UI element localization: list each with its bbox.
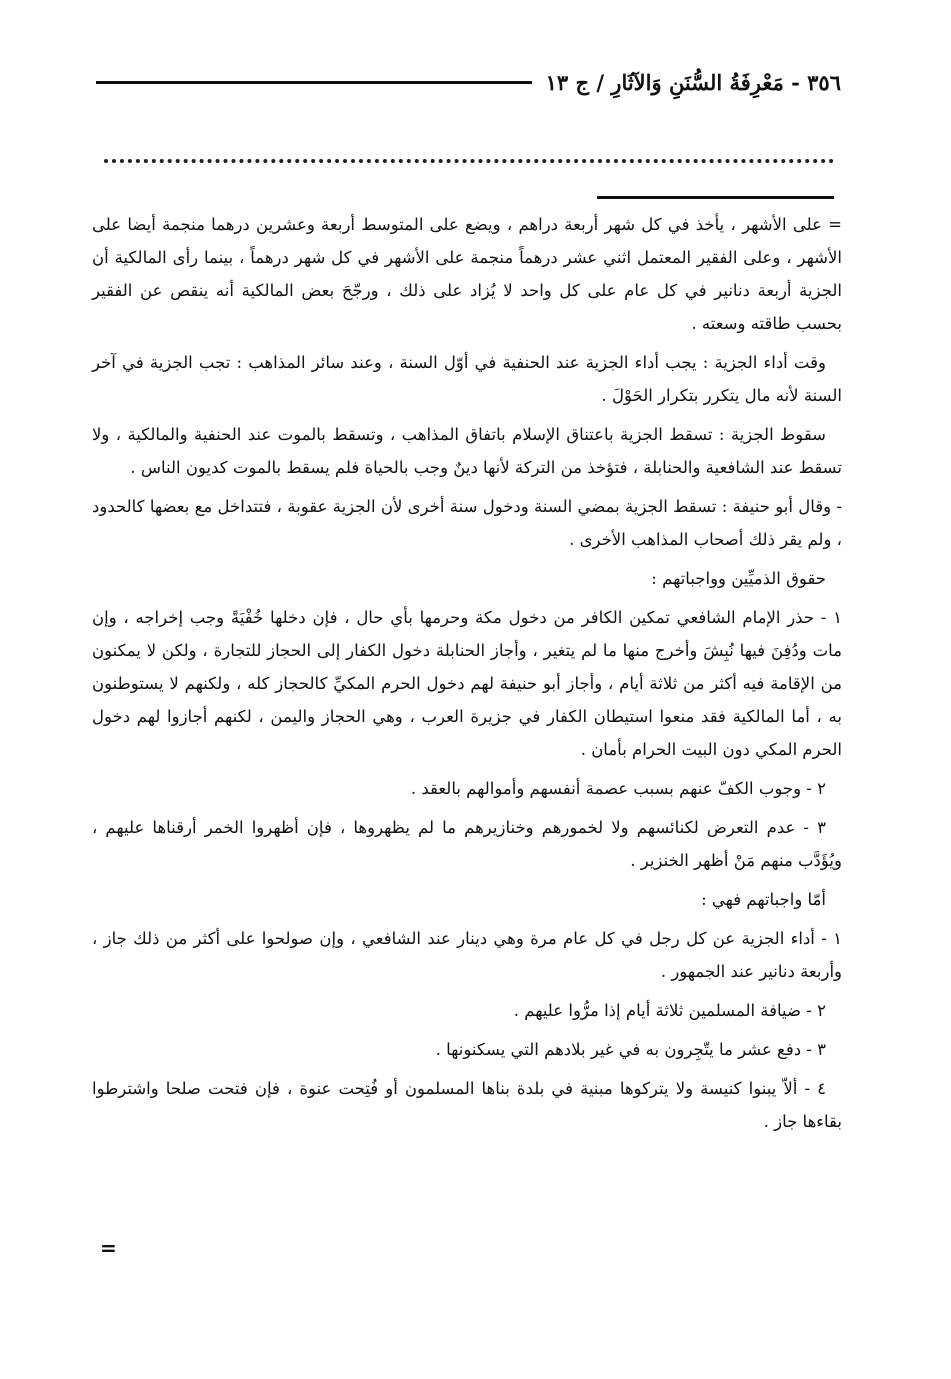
paragraph-12: ٣ - دفع عشر ما يتّجِرون به في غير بلادهم التي يسكنونها . — [435, 1040, 826, 1059]
page-header — [96, 62, 841, 102]
footnote-body — [92, 208, 842, 1144]
paragraph-11: ٢ - ضيافة المسلمين ثلاثة أيام إذا مرُّوا عليهم . — [513, 1001, 826, 1020]
paragraph-3: سقوط الجزية : تسقط الجزية باعتناق الإسلام باتفاق المذاهب ، وتسقط بالموت عند الحنفية والمالكية ، ولا تسقط عند الشافعية والحنابلة ، فتؤخذ من التركة لأنها دينٌ وجب بالحياة فلم يسقط بالموت كديون الناس . — [92, 425, 842, 477]
paragraph-1: = على الأشهر ، يأخذ في كل شهر أربعة دراهم ، ويضع على المتوسط أربعة وعشرين درهما منجمة أيضا على الأشهر ، وعلى الفقير المعتمل اثني عشر درهماً منجمة على الأشهر في كل شهر درهماً ، بينما رأى المالكية أن الجزية أربعة دنانير في كل عام على كل واحد لا يُزاد على ذلك ، ورجّحَ بعض المالكية أنه ينقص عن الفقير بحسب طاقته وسعته . — [92, 215, 842, 333]
subsection-heading: أمّا واجباتهم فهي : — [701, 890, 826, 909]
paragraph-4: - وقال أبو حنيفة : تسقط الجزية بمضي السنة ودخول سنة أخرى لأن الجزية عقوبة ، فتتداخل مع بعضها كالحدود ، ولم يقر ذلك أصحاب المذاهب الأخرى . — [92, 497, 842, 549]
footnote-rule — [597, 196, 834, 199]
dotted-separator — [104, 143, 834, 163]
paragraph-7: ٢ - وجوب الكفّ عنهم بسبب عصمة أنفسهم وأموالهم بالعقد . — [410, 779, 826, 798]
paragraph-6: ١ - حذر الإمام الشافعي تمكين الكافر من دخول مكة وحرمها بأي حال ، فإن دخلها خُفْيَةً وجب إخراجه ، وإن مات ودُفِنَ فيها نُبِشَ وأخرج منها ما لم يتغير ، وأجاز الحنابلة دخول الكفار إلى الحجاز للتجارة ، ولكن لا يمكنون من الإقامة فيه أكثر من ثلاثة أيام ، وأجاز أبو حنيفة لهم دخول الحرم المكيِّ كالحجاز كله ، ولكنهم لا يستوطنون به ، أما المالكية فقد منعوا استيطان الكفار في جزيرة العرب ، وهي الحجاز واليمن ، لكنهم أجازوا لهم دخول الحرم المكي دون البيت الحرام بأمان . — [92, 608, 842, 759]
section-heading: حقوق الذميِّين وواجباتهم : — [651, 569, 826, 588]
running-title: ٣٥٦ - مَعْرِفَةُ السُّنَنِ وَالآثَارِ / ج ١٣ — [545, 69, 841, 95]
paragraph-13: ٤ - ألاّ يبنوا كنيسة ولا يتركوها مبنية في بلدة بناها المسلمون أو فُتِحت عنوة ، فإن فتحت صلحا واشترطوا بقاءها جاز . — [92, 1079, 842, 1131]
continuation-mark: = — [100, 1236, 117, 1260]
paragraph-8: ٣ - عدم التعرض لكنائسهم ولا لخمورهم وخنازيرهم ما لم يظهروها ، فإن أظهروا الخمر أرقناها عليهم ، ويُؤَدَّب منهم مَنْ أظهر الخنزير . — [92, 818, 842, 870]
header-rule — [96, 81, 532, 84]
paragraph-2: وقت أداء الجزية : يجب أداء الجزية عند الحنفية في أوّل السنة ، وعند سائر المذاهب : تجب الجزية في آخر السنة لأنه مال يتكرر بتكرار الحَوْلَ . — [92, 353, 842, 405]
paragraph-10: ١ - أداء الجزية عن كل رجل في كل عام مرة وهي دينار عند الشافعي ، وإن صولحوا على أكثر من ذلك جاز ، وأربعة دنانير عند الجمهور . — [92, 929, 842, 981]
